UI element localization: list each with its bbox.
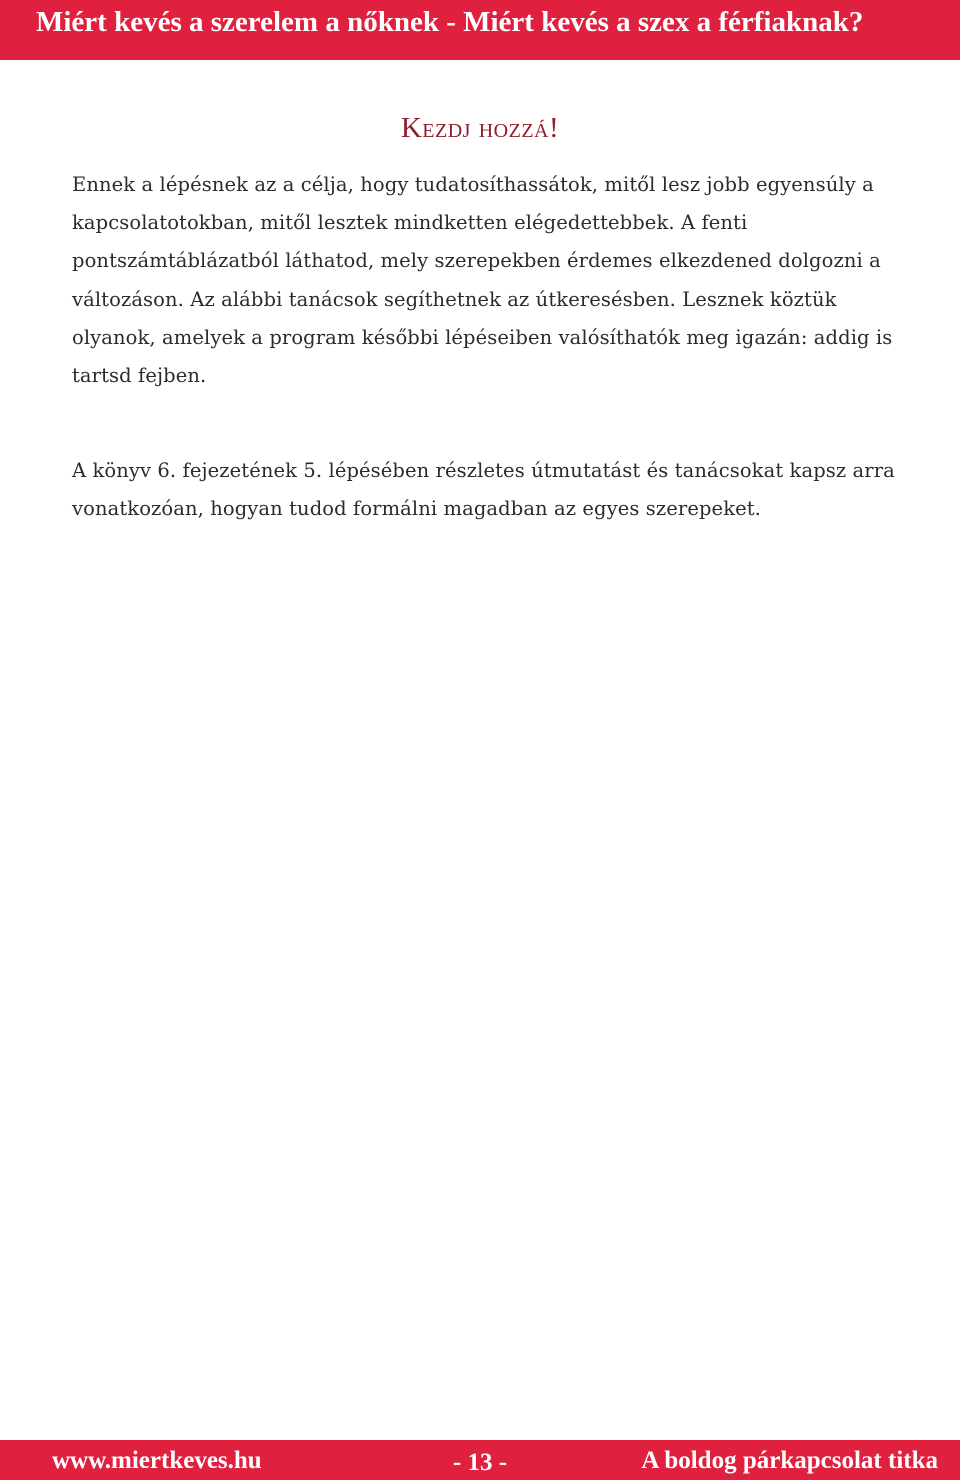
page-number: - 13 - xyxy=(452,1449,508,1476)
section-title: Kezdj hozzá! xyxy=(400,112,560,144)
body-paragraph-2: A könyv 6. fejezetének 5. lépésében részletes útmutatást és tanácsokat kapsz arra vonatkozóan, hogyan tudod formálni magadban az egyes szerepeket. xyxy=(72,459,895,521)
body-paragraph-1: Ennek a lépésnek az a célja, hogy tudatosíthassátok, mitől lesz jobb egyensúly a kapcsolatotokban, mitől lesztek mindketten elégedettebbek. A fenti pontszámtáblázatból láthatod, mely szerepekben érdemes elkezdened dolgozni a változáson. Az alábbi tanácsok segíthetnek az útkeresésben. Lesznek köztük olyanok, amelyek a program későbbi lépéseiben valósíthatók meg igazán: addig is tartsd fejben. xyxy=(72,173,893,388)
footer-bar xyxy=(0,1440,960,1480)
footer-tagline: A boldog párkapcsolat titka xyxy=(641,1447,938,1474)
header-bar xyxy=(0,0,960,60)
footer-website-link[interactable]: www.miertkeves.hu xyxy=(52,1447,262,1474)
page-header-title: Miért kevés a szerelem a nőknek - Miért kevés a szex a férfiaknak? xyxy=(36,6,864,38)
